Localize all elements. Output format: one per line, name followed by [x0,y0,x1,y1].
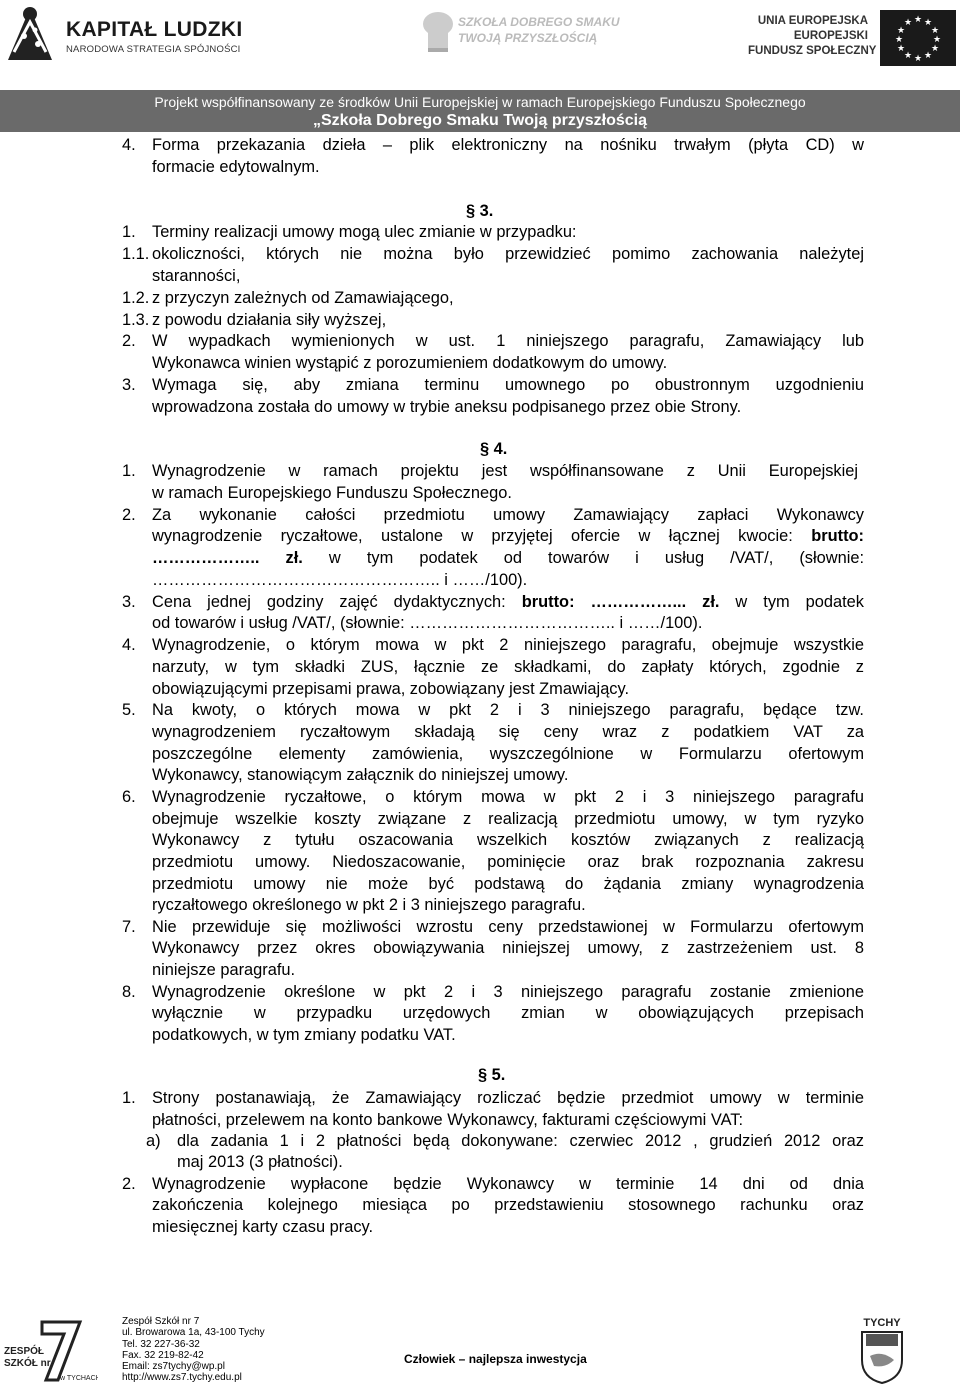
paragraph-line: Wykonawcy, stanowiącym załącznik do niniejszej umowy. [152,766,569,784]
tychy-label: TYCHY [863,1317,901,1329]
section-heading-4: § 4. [480,440,508,458]
footer-motto: Człowiek – najlepsza inwestycja [404,1352,587,1366]
school-emblem-icon [2,1318,98,1382]
paragraph-line: w ramach Europejskiego Funduszu Społecznego. [152,484,512,502]
school-phone: Tel. 32 227-36-32 [122,1338,200,1350]
page-header [0,0,960,130]
kapital-ludzki-subtitle: NARODOWA STRATEGIA SPÓJNOŚCI [66,44,241,55]
item-number: 2. [122,506,136,524]
sds-logo-line2: TWOJĄ PRZYSZŁOŚCIĄ [458,31,598,45]
svg-text:★: ★ [896,44,906,54]
svg-text:★: ★ [930,44,940,54]
paragraph-line: płatności, przelewem na konto bankowe Wykonawcy, fakturami częściowymi VAT: [152,1111,744,1129]
item-number: 1.3. [122,311,150,329]
eu-logo-line2: EUROPEJSKI [793,30,868,42]
school-fax: Fax. 32 219-82-42 [122,1349,204,1361]
item-number: 3. [122,593,136,611]
paragraph-line: podatkowych, w tym zmiany podatku VAT. [152,1026,456,1044]
paragraph-line: maj 2013 (3 płatności). [177,1153,343,1171]
paragraph-line: Strony postanawiają, że Zamawiający rozliczać będzie przedmiot umowy w terminie [152,1089,864,1107]
paragraph-line [152,525,864,547]
paragraph-line: Terminy realizacji umowy mogą ulec zmianie w przypadku: [152,223,577,241]
kapital-ludzki-logo [2,2,243,64]
zespol-szkol-logo [2,1318,98,1382]
paragraph-line: niniejsze paragrafu. [152,961,296,979]
item-number: 1. [122,223,136,241]
item-number: 1.2. [122,289,150,307]
school-address [122,1316,265,1384]
paragraph-line: od towarów i usług /VAT/, (słownie: ……………………………….. i ……/100). [152,614,703,632]
item-number: 2. [122,332,136,350]
text-span: w tym podatek od towarów i usług /VAT/, (słownie: [302,549,865,567]
paragraph-line: poszczególne elementy zamówienia, wyszczególnione w Formularzu ofertowym [152,745,864,763]
item-number: 8. [122,983,136,1001]
sds-logo-line1: SZKOŁA DOBREGO SMAKU [458,15,620,29]
paragraph-line: zakończenia kolejnego miesiąca po przedstawieniu stosownego rachunku oraz [152,1196,864,1214]
item-number: 7. [122,918,136,936]
paragraph-line: Wykonawcy przez okres obowiązywania niniejszej umowy, z zastrzeżeniem ust. 8 [152,939,864,957]
paragraph-line: ryczałtowego określonego w pkt 2 i 3 niniejszego paragrafu. [152,896,586,914]
section-number: 3. [479,202,494,220]
school-website: http://www.zs7.tychy.edu.pl [122,1372,242,1384]
text-span: wynagrodzenie ryczałtowe, ustalone w przyjętej ofercie w łącznej kwocie: [152,527,812,545]
text-span: Cena jednej godziny zajęć dydaktycznych: [152,593,522,611]
paragraph-line: przedmiotu umowy. Niedoszacowanie, pominięcie oraz brak rozpoznania zakresu [152,853,864,871]
bold-text: brutto: ……………... zł. [521,593,720,611]
svg-text:★: ★ [896,26,906,36]
paragraph-line: z powodu działania siły wyższej, [152,311,387,329]
paragraph-line: Wynagrodzenie określone w pkt 2 i 3 niniejszego paragrafu zostanie zmienione [152,983,864,1001]
section-number: 5. [491,1066,506,1084]
svg-text:★: ★ [923,18,933,28]
sds-logo-text [458,14,620,46]
eu-logo-text [748,14,877,59]
svg-text:ZESPÓŁ: ZESPÓŁ [4,1346,45,1357]
eu-logo [748,10,958,70]
paragraph-line: staranności, [152,267,241,285]
bold-text: brutto: [811,527,864,545]
paragraph-line: …………………………………………….. i ……/100). [152,571,528,589]
item-number: 2. [122,1175,136,1193]
kapital-ludzki-title: KAPITAŁ LUDZKI [66,18,243,41]
item-letter: a) [146,1132,161,1150]
paragraph-line [152,547,864,569]
item-number: 3. [122,376,136,394]
paragraph-line: narzuty, w tym składki ZUS, łącznie ze składkami, do zapłaty których, zgodnie z [152,658,864,676]
paragraph-line: obowiązującymi przepisami prawa, zobowiązany jest Zmawiający. [152,680,630,698]
paragraph-line: Wynagrodzenie w ramach projektu jest współfinansowane z Unii Europejskiej [152,462,858,480]
paragraph-line: wynagrodzeniem ryczałtowym składają się ceny wraz z podatkiem VAT za [152,723,864,741]
item-number: 5. [122,701,136,719]
paragraph-line: Wynagrodzenie ryczałtowe, o którym mowa w pkt 2 i 3 niniejszego paragrafu [152,788,864,806]
paragraph-line: wyłącznie w przypadku urzędowych zmian w obowiązujących przepisach [152,1004,864,1022]
svg-text:★: ★ [923,51,933,61]
paragraph-line: dla zadania 1 i 2 płatności będą dokonywane: czerwiec 2012 , grudzień 2012 oraz [177,1132,864,1150]
paragraph-line: Za wykonanie całości przedmiotu umowy Zamawiający zapłaci Wykonawcy [152,506,864,524]
section-heading-5: § 5. [478,1066,506,1084]
item-number: 1. [122,1089,136,1107]
item-number: 4. [122,136,136,154]
page-footer [0,1300,960,1385]
svg-text:★: ★ [932,35,942,45]
svg-text:★: ★ [894,35,904,45]
tychy-crest-icon [852,1316,912,1384]
paragraph-line: miesięcznej karty czasu pracy. [152,1218,374,1236]
svg-text:★: ★ [903,18,913,28]
school-name: Zespół Szkół nr 7 [122,1316,200,1327]
eu-flag-icon [880,10,956,66]
paragraph-line: okoliczności, których nie można było przewidzieć pomimo zachowania należytej [152,245,864,263]
paragraph-line: wprowadzona została do umowy w trybie aneksu podpisanego przez obie Strony. [152,398,742,416]
paragraph-line: Forma przekazania dzieła – plik elektroniczny na nośniku trwałym (płyta CD) w [152,136,864,154]
school-email: Email: zs7tychy@wp.pl [122,1361,225,1373]
paragraph-line: Wynagrodzenie wypłacone będzie Wykonawcy w terminie 14 dni od dnia [152,1175,864,1193]
paragraph-line [152,591,864,613]
amount-blank: ……………….. zł. [152,549,303,567]
eu-logo-line3: FUNDUSZ SPOŁECZNY [748,45,877,57]
item-number: 4. [122,636,136,654]
chef-hat-icon [418,6,458,62]
paragraph-line: z przyczyn zależnych od Zamawiającego, [152,289,454,307]
item-number: 1.1. [122,245,150,263]
item-number: 6. [122,788,136,806]
paragraph-line: obejmuje wszelkie koszty związane z realizacją przedmiotu umowy, w tym ryzyko [152,810,864,828]
text-span: w tym podatek [719,593,864,611]
paragraph-line: Wykonawcy z tytułu oszacowania wszelkich kosztów związanych z realizacją [152,831,864,849]
section-number: 4. [493,440,508,458]
paragraph-line: Na kwoty, o których mowa w pkt 2 i 3 niniejszego paragrafu, będące tzw. [152,701,864,719]
paragraph-line: Wynagrodzenie, o którym mowa w pkt 2 niniejszego paragrafu, obejmuje wszystkie [152,636,864,654]
paragraph-line: Nie przewiduje się możliwości wzrostu ceny przedstawionej w Formularzu ofertowym [152,918,864,936]
svg-text:★: ★ [913,15,923,25]
svg-text:w TYCHACH: w TYCHACH [60,1375,98,1382]
paragraph-line: Wymaga się, aby zmiana terminu umownego po obustronnym uzgodnieniu [152,376,864,394]
kapital-ludzki-emblem-icon [2,2,58,62]
eu-logo-line1: UNIA EUROPEJSKA [757,15,868,27]
svg-text:★: ★ [930,26,940,36]
paragraph-line: Wykonawca winien wystąpić z porozumieniem dodatkowym do umowy. [152,354,668,372]
svg-text:★: ★ [903,51,913,61]
tychy-coat-of-arms [852,1316,912,1384]
svg-text:★: ★ [913,54,923,64]
paragraph-line: przedmiotu umowy nie może być podstawą do żądania zmiany wynagrodzenia [152,875,864,893]
project-funding-line: Projekt współfinansowany ze środków Unii Europejskiej w ramach Europejskiego Funduszu Społecznego [154,94,806,110]
section-heading-3: § 3. [466,202,494,220]
project-name: „Szkoła Dobrego Smaku Twoją przyszłością [312,112,647,129]
szkola-dobrego-smaku-logo [418,6,620,68]
item-number: 1. [122,462,136,480]
paragraph-line: formacie edytowalnym. [152,158,320,176]
paragraph-line: W wypadkach wymienionych w ust. 1 niniejszego paragrafu, Zamawiający lub [152,332,864,350]
svg-text:SZKÓŁ nr: SZKÓŁ nr [4,1358,51,1369]
school-street: ul. Browarowa 1a, 43-100 Tychy [122,1327,265,1339]
